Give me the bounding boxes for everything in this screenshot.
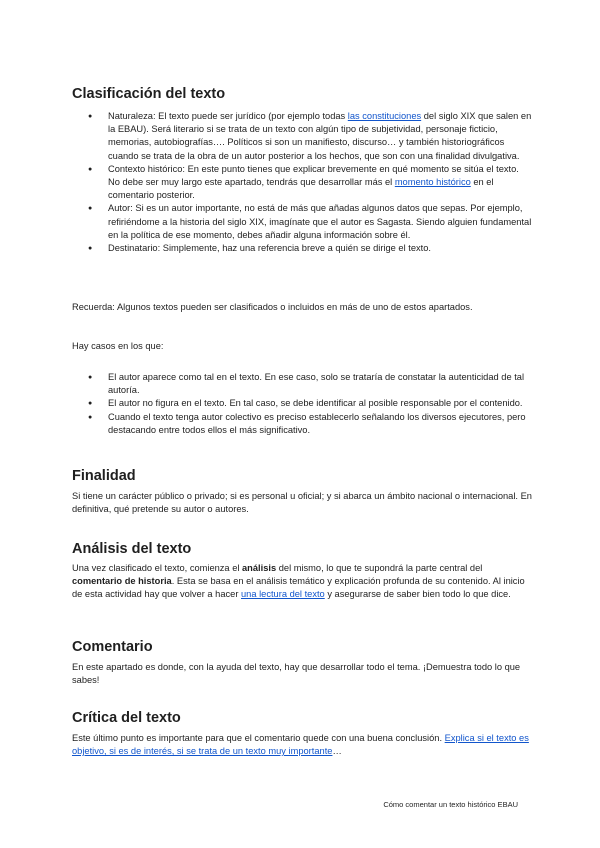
casos-list	[72, 371, 532, 437]
analisis-text: Una vez clasificado el texto, comienza el análisis del mismo, lo que te supondrá la parte central del comentario de historia. Esta se basa en el análisis temático y explicación profunda de su contenido. Al inicio de esta actividad hay que volver a hacer una lectura del texto y asegurarse de saber bien todo lo que dice.	[72, 563, 525, 600]
link-explica-texto[interactable]: Explica si el texto es objetivo, si es de interés, si se trata de un texto muy importante	[72, 733, 529, 757]
heading-comentario: Comentario	[72, 639, 153, 655]
link-momento-historico[interactable]: momento histórico	[394, 177, 471, 188]
heading-clasificacion: Clasificación del texto	[72, 86, 226, 102]
heading-finalidad: Finalidad	[72, 468, 136, 484]
recuerda-note: Recuerda: Algunos textos pueden ser clasificados o incluidos en más de uno de estos apartados.	[72, 302, 473, 312]
critica-text: Este último punto es importante para que el comentario quede con una buena conclusión. Explica si el texto es objetivo, si es de interés, si se trata de un texto muy importante…	[72, 733, 529, 757]
heading-critica: Crítica del texto	[72, 710, 181, 726]
link-lectura-texto[interactable]: una lectura del texto	[241, 589, 325, 600]
casos-intro: Hay casos en los que:	[72, 341, 164, 351]
list-item: ● Cuando el texto tenga autor colectivo es preciso establecerlo señalando los diversos ejecutores, pero destacando entre todos ellos el más significativo.	[72, 411, 532, 437]
finalidad-text: Si tiene un carácter público o privado; si es personal u oficial; y si abarca un ámbito nacional o internacional. En definitiva, qué pretende su autor o autores.	[72, 491, 532, 515]
list-item: ● Contexto histórico: En este punto tienes que explicar brevemente en qué momento se sitúa el texto. No debe ser muy largo este apartado, tendrás que desarrollar más el momento histórico en el comentario posterior.	[72, 163, 532, 203]
list-item: ● Destinatario: Simplemente, haz una referencia breve a quién se dirige el texto.	[72, 242, 532, 255]
comentario-text: En este apartado es donde, con la ayuda del texto, hay que desarrollar todo el tema. ¡Demuestra todo lo que sabes!	[72, 662, 521, 686]
list-item: ● Naturaleza: El texto puede ser jurídico (por ejemplo todas las constituciones del siglo XIX que salen en la EBAU). Será literario si se trata de un texto con algún tipo de subjetividad, personaje ficticio, memorias, autobiografías…. Políticos si son un manifiesto, discurso… y también historiográficos cuando se trata de la obra de un autor posterior a los hechos, que son con una finalidad divulgativa.	[72, 110, 532, 163]
list-item: ● El autor aparece como tal en el texto. En ese caso, solo se trataría de constatar la autenticidad de tal autoría.	[72, 371, 532, 397]
list-item: ● El autor no figura en el texto. En tal caso, se debe identificar al posible responsable por el contenido.	[72, 397, 532, 410]
page-footer: Cómo comentar un texto histórico EBAU	[383, 800, 518, 809]
list-item: ● Autor: Si es un autor importante, no está de más que añadas algunos datos que sepas. Por ejemplo, refiriéndome a la historia del siglo XIX, imagínate que el autor es Sagasta. Siendo alguien fundamental en la política de ese momento, debes añadir alguna información sobre él.	[72, 202, 532, 242]
link-constituciones[interactable]: las constituciones	[347, 111, 422, 121]
clasificacion-list	[72, 110, 532, 255]
heading-analisis: Análisis del texto	[72, 541, 192, 557]
